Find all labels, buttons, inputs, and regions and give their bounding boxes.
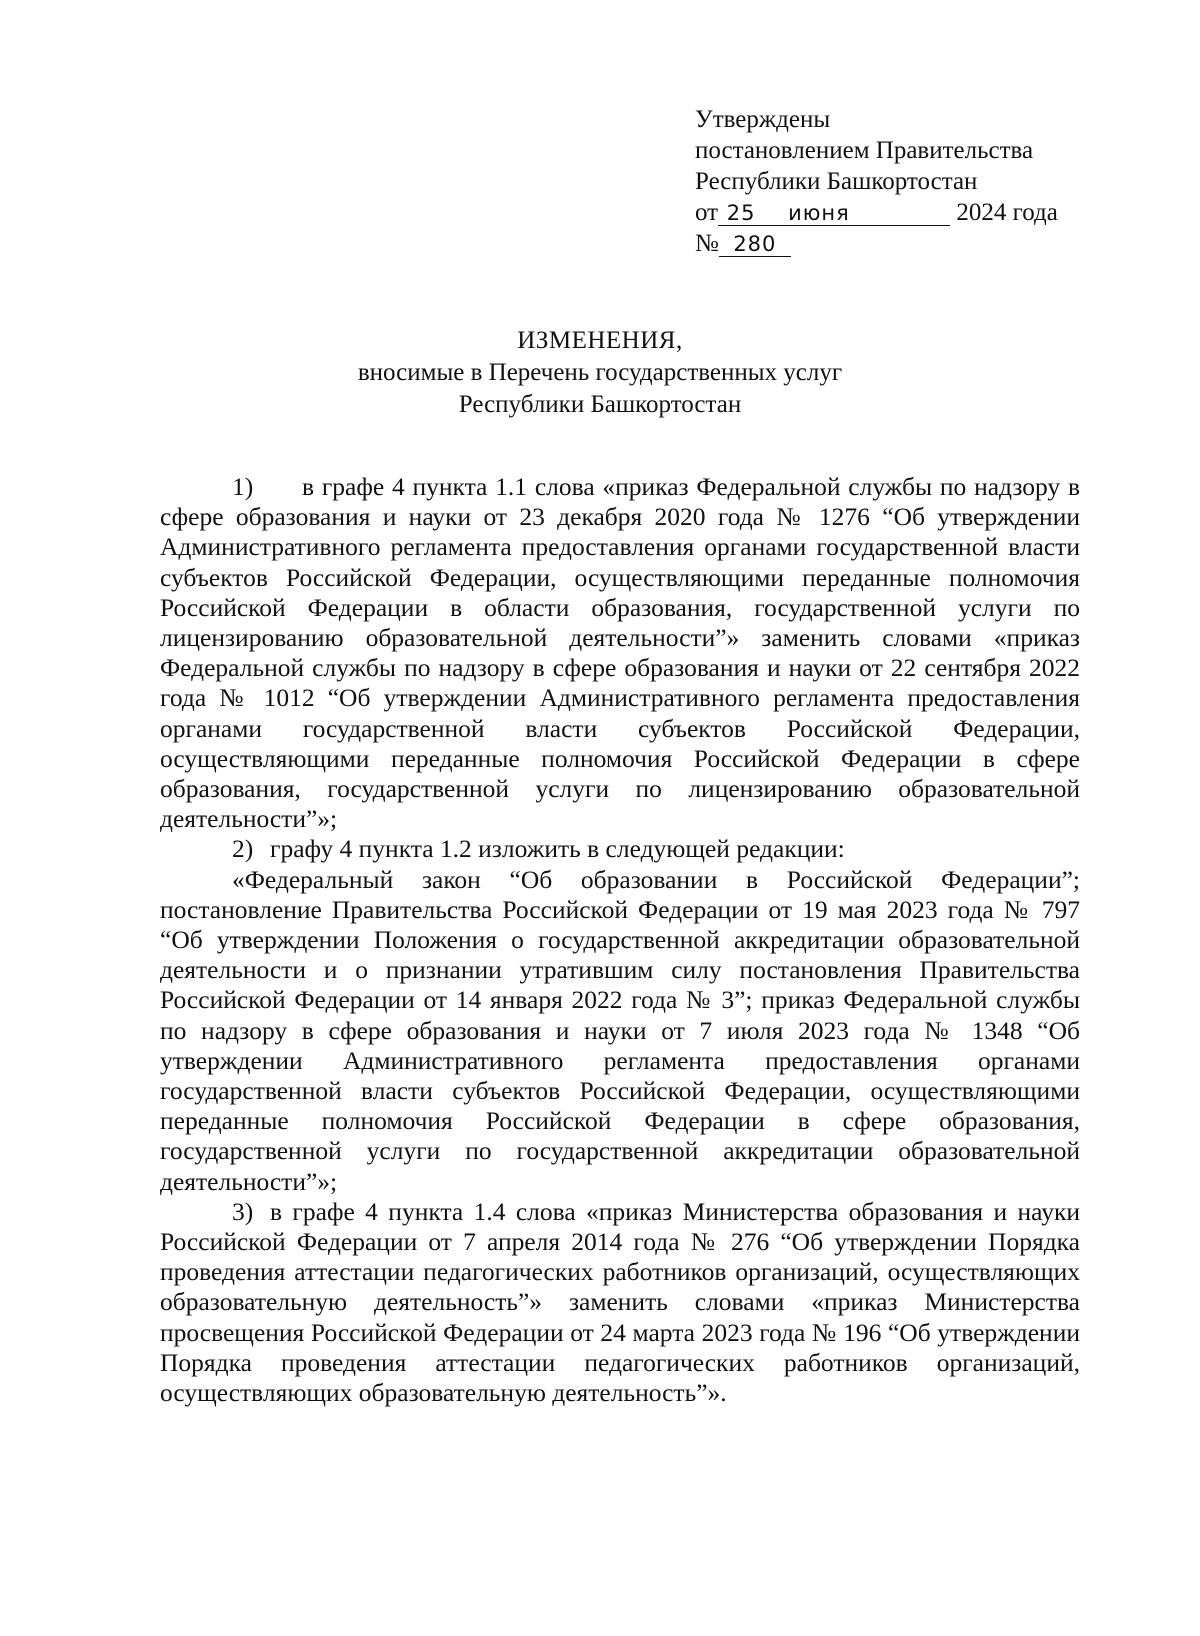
item-text: графу 4 пункта 1.2 изложить в следующей редакции: [270,834,845,864]
date-year: 2024 года [956,199,1058,226]
date-prefix: от [695,199,719,226]
item-text: «Федеральный закон “Об образовании в Российской Федерации”; постановление Правительства Российской Федерации от 19 мая 2023 года № 797 “Об утверждении Положения о государственной аккредитации образовательной деятельности и о признании утратившим силу постановления Правительства Российской Федерации от 14 января 2022 года № 3”; приказ Федеральной службы по надзору в сфере образования и науки от 7 июля 2023 года № 1348 “Об утверждении Административного регламента предоставления органами государственной власти субъектов Российской Федерации, осуществляющими переданные полномочия Российской Федерации в сфере образования, государственной услуги по государственной аккредитации образовательной деятельности”»; [160,864,1080,1196]
title-subtitle-2: Республики Башкортостан [458,391,742,418]
title-heading: ИЗМЕНЕНИЯ, [517,327,683,354]
item-number: 1) [232,472,254,501]
date-day-field: 25 [718,201,764,226]
approval-block [695,104,1095,259]
number-prefix: № [695,230,719,257]
item-number: 3) [232,1196,254,1226]
approval-number [695,228,1095,259]
item-number: 2) [232,834,254,864]
approval-line-1: Утверждены [695,106,831,133]
document-title [0,325,1200,421]
item-text: в графе 4 пункта 1.4 слова «приказ Министерства образования и науки Российской Федерации от 7 апреля 2014 года № 276 “Об утверждении Порядка проведения аттестации педагогических работников организаций, осуществляющих образовательную деятельность”» заменить словами «приказ Министерства просвещения Российской Федерации от 24 марта 2023 года № 196 “Об утверждении Порядка проведения аттестации педагогических работников организаций, осуществляющих образовательную деятельность”». [160,1196,1080,1408]
approval-line-3: Республики Башкортостан [695,168,978,195]
paragraph-item-2-content [160,865,1080,1197]
approval-line-2: постановлением Правительства [695,137,1034,164]
paragraph-item-3 [160,1197,1080,1408]
document-body [160,472,1080,1408]
paragraph-item-2 [160,834,1080,864]
title-subtitle-1: вносимые в Перечень государственных услуг [357,359,843,386]
paragraph-item-1 [160,472,1080,834]
item-text: в графе 4 пункта 1.1 слова «приказ Федеральной службы по надзору в сфере образования и науки от 23 декабря 2020 года № 1276 “Об утверждении Административного регламента предоставления органами государственной власти субъектов Российской Федерации, осуществляющими переданные полномочия Российской Федерации в области образования, государственной услуги по лицензированию образовательной деятельности”» заменить словами «приказ Федеральной службы по надзору в сфере образования и науки от 22 сентября 2022 года № 1012 “Об утверждении Административного регламента предоставления органами государственной власти субъектов Российской Федерации, осуществляющими переданные полномочия Российской Федерации в сфере образования, государственной услуги по лицензированию образовательной деятельности”»; [160,472,1080,834]
approval-date [695,197,1095,228]
number-field: 280 [719,232,791,257]
date-month-field: июня [764,201,950,226]
